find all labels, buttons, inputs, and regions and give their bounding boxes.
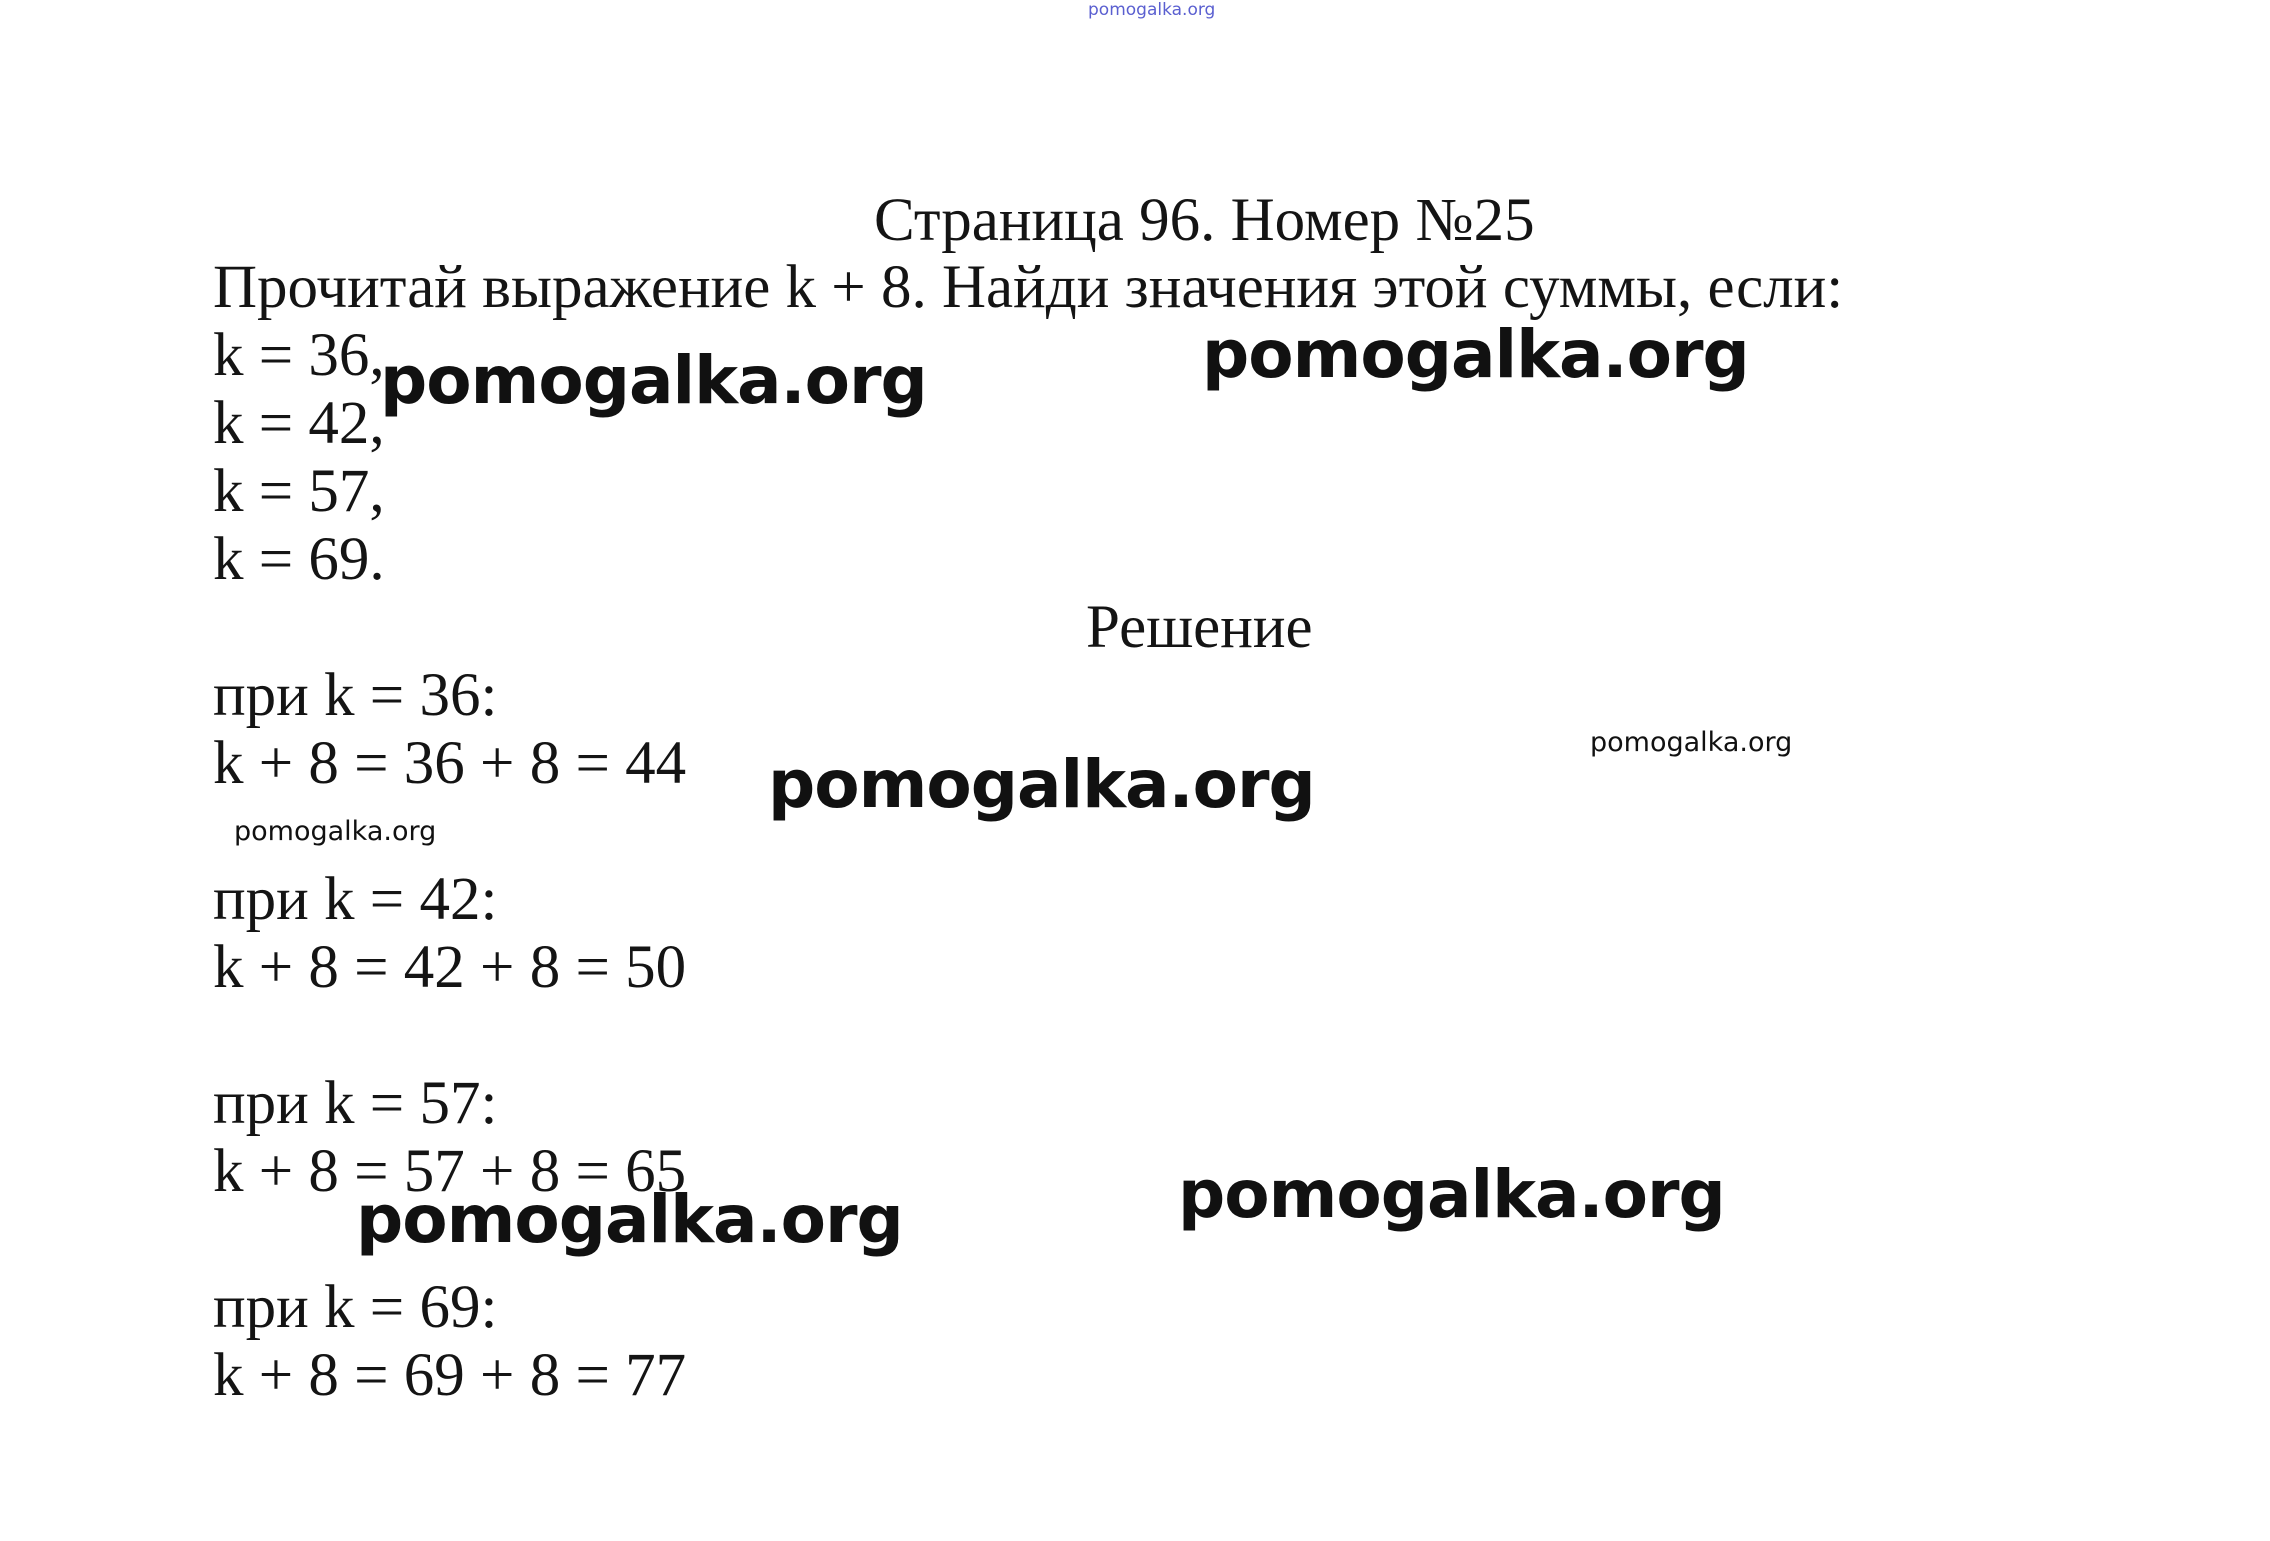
solution-case: при k = 57: bbox=[213, 1070, 498, 1137]
solution-calc: k + 8 = 42 + 8 = 50 bbox=[213, 934, 687, 1001]
page-title: Страница 96. Номер №25 bbox=[874, 187, 1535, 254]
watermark: pomogalka.org bbox=[1202, 316, 1749, 393]
solution-heading: Решение bbox=[1086, 594, 1313, 661]
solution-case: при k = 69: bbox=[213, 1274, 498, 1341]
watermark: pomogalka.org bbox=[356, 1181, 903, 1258]
watermark: pomogalka.org bbox=[1590, 727, 1793, 758]
top-watermark: pomogalka.org bbox=[1088, 0, 1216, 20]
watermark: pomogalka.org bbox=[380, 342, 927, 419]
solution-case: при k = 42: bbox=[213, 866, 498, 933]
watermark: pomogalka.org bbox=[234, 816, 437, 847]
watermark: pomogalka.org bbox=[768, 746, 1315, 823]
watermark: pomogalka.org bbox=[1178, 1156, 1725, 1233]
solution-calc: k + 8 = 36 + 8 = 44 bbox=[213, 730, 687, 797]
condition-line: k = 42, bbox=[213, 390, 385, 457]
condition-line: k = 57, bbox=[213, 458, 385, 525]
solution-calc: k + 8 = 69 + 8 = 77 bbox=[213, 1342, 687, 1409]
task-text: Прочитай выражение k + 8. Найди значения этой суммы, если: bbox=[213, 254, 1844, 321]
solution-case: при k = 36: bbox=[213, 662, 498, 729]
condition-line: k = 36, bbox=[213, 322, 385, 389]
solution-calc: k + 8 = 57 + 8 = 65 bbox=[213, 1138, 687, 1205]
condition-line: k = 69. bbox=[213, 526, 385, 593]
